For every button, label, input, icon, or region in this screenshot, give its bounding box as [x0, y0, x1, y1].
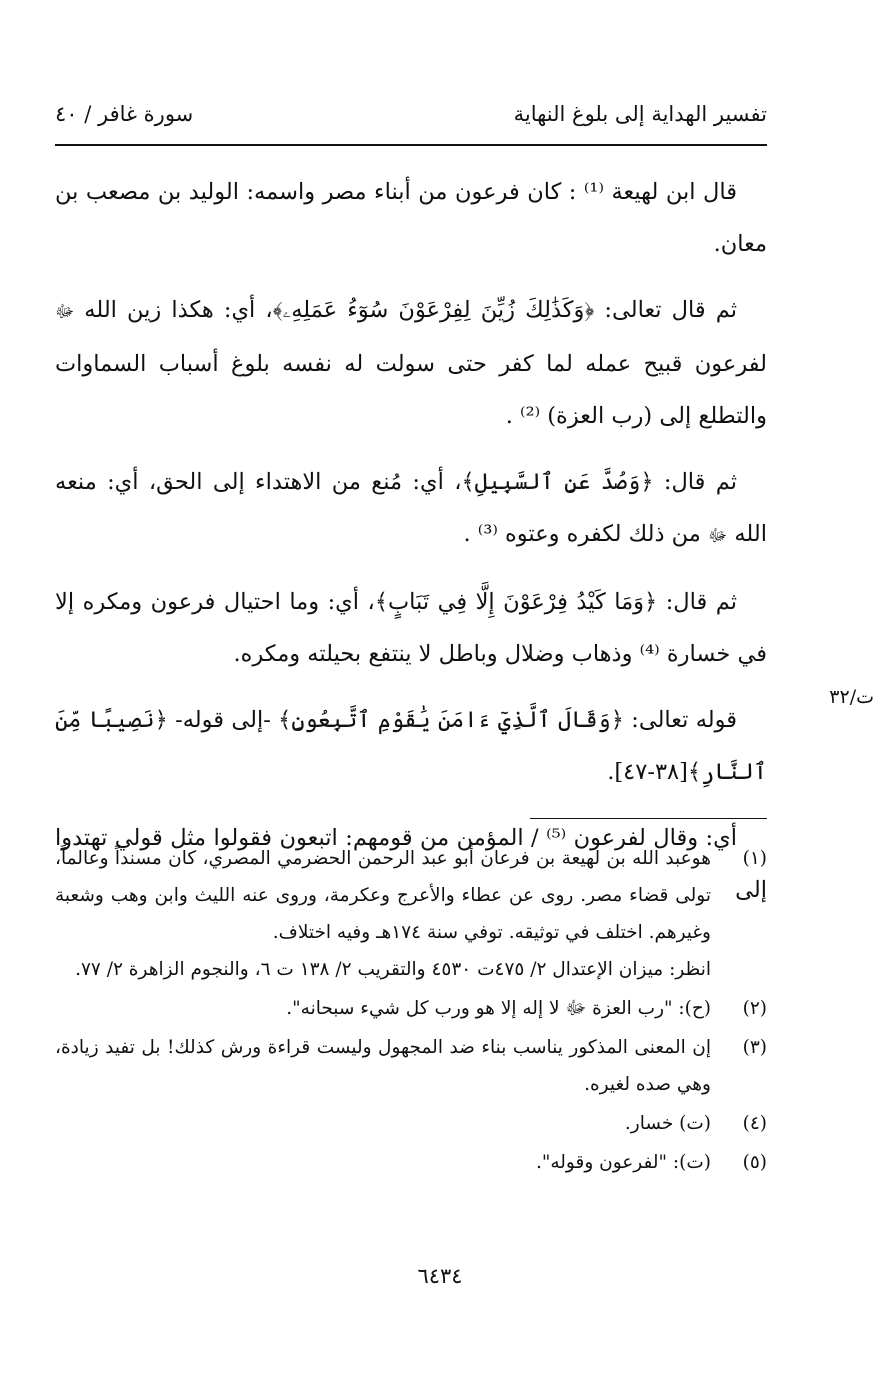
paragraph-6: أي: وقال لفرعون ⁽⁵⁾ / المؤمن من قومهم: اتبعون فقولوا مثل قولي تهتدوا إلى — [55, 825, 767, 903]
footnote-1 — [55, 840, 767, 988]
surah-label: سورة غافر / ٤٠ — [55, 102, 194, 126]
p3-intro: ثم قال: — [653, 469, 737, 495]
verse-range: [٣٨-٤٧]. — [607, 759, 688, 785]
p2-intro: ثم قال تعالى: — [594, 297, 737, 323]
p5-mid: -إلى قوله- — [167, 707, 279, 733]
book-title: تفسير الهداية إلى بلوغ النهاية — [513, 102, 767, 126]
honorific-glyph: ﷻ — [55, 302, 75, 322]
quran-verse: ﴿وَصُدَّ عَنِ ٱلسَّبِيلِ﴾ — [461, 469, 654, 495]
footnote-text-main: هوعبد الله بن لهيعة بن فرعان أبو عبد الرحمن الحضرمي المصري، كان مسنداً وعالماً، تولى قضاء مصر. روى عن عطاء والأعرج وعكرمة، وروى عنه الليث وابن وهب وشعبة وغيرهم. اختلف في توثيقه. توفي سنة ١٧٤هـ وفيه اختلاف. — [55, 848, 711, 943]
footnote-3 — [55, 1029, 767, 1103]
quran-verse: ﴿وَمَا كَيْدُ فِرْعَوْنَ إِلَّا فِي تَبَابٍ﴾ — [374, 589, 658, 615]
body-text — [55, 166, 767, 930]
honorific-glyph: ﷻ — [708, 526, 728, 546]
manuscript-margin-note: ت/٣٢ — [829, 686, 874, 708]
footnote-text: (ح): "رب العزة ﷻ لا إله إلا هو ورب كل شيء سبحانه". — [286, 998, 711, 1019]
footnote-text: (ت): "لفرعون وقوله". — [535, 1152, 711, 1173]
footnote-number: (٢) — [742, 998, 767, 1019]
paragraph-3 — [55, 456, 767, 562]
p3-end: من ذلك لكفره وعتوه ⁽³⁾ . — [463, 521, 709, 547]
quran-verse: ﴿وَكَذَٰلِكَ زُيِّنَ لِفِرْعَوْنَ سُوٓءُ عَمَلِهِۦ﴾ — [272, 297, 595, 323]
p2-mid: ، أي: هكذا زين الله — [74, 297, 273, 323]
p5-intro: قوله تعالى: — [623, 707, 738, 733]
paragraph-4 — [55, 576, 767, 680]
quran-verse: ﴿نَصِيبًا مِّنَ ٱلنَّارِ﴾ — [55, 707, 767, 785]
page-number: ٦٤٣٤ — [417, 1264, 463, 1288]
header-rule — [55, 144, 767, 146]
footnote-number: (٣) — [742, 1037, 767, 1058]
footnote-5 — [55, 1144, 767, 1181]
footnote-reference: انظر: ميزان الإعتدال ٢/ ٤٧٥ت ٤٥٣٠ والتقريب ٢/ ١٣٨ ت ٦، والنجوم الزاهرة ٢/ ٧٧. — [75, 959, 711, 980]
quran-verse: ﴿وَقَالَ ٱلَّذِيٓ ءَامَنَ يَٰقَوْمِ ٱتَّبِعُونِ﴾ — [278, 707, 624, 733]
footnote-2 — [55, 990, 767, 1027]
footnote-text: (ت) خسار. — [624, 1113, 711, 1134]
running-header — [55, 98, 767, 138]
paragraph-2 — [55, 284, 767, 442]
footnote-text — [55, 840, 711, 988]
p4-intro: ثم قال: — [657, 589, 737, 615]
footnote-number: (٥) — [742, 1152, 767, 1173]
footnote-number: (١) — [742, 848, 767, 869]
footnote-4 — [55, 1105, 767, 1142]
paragraph-1: قال ابن لهيعة ⁽¹⁾ : كان فرعون من أبناء مصر واسمه: الوليد بن مصعب بن معان. — [55, 179, 767, 257]
p3-mid: ، أي: مُنع من الاهتداء إلى الحق، أي: منعه الله — [55, 469, 767, 547]
footnote-number: (٤) — [742, 1113, 767, 1134]
footnotes — [55, 840, 767, 1183]
p4-end: ، أي: وما احتيال فرعون ومكره إلا في خسارة ⁽⁴⁾ وذهاب وضلال وباطل لا ينتفع بحيلته ومكره. — [55, 589, 767, 667]
footnote-rule — [530, 818, 767, 819]
footnote-text: إن المعنى المذكور يناسب بناء ضد المجهول وليست قراءة ورش كذلك! بل تفيد زيادة، وهي صده لغيره. — [55, 1037, 711, 1095]
paragraph-5 — [55, 694, 767, 798]
p2-end: لفرعون قبيح عمله لما كفر حتى سولت له نفسه بلوغ أسباب السماوات والتطلع إلى (رب العزة) ⁽²⁾ . — [55, 351, 767, 429]
